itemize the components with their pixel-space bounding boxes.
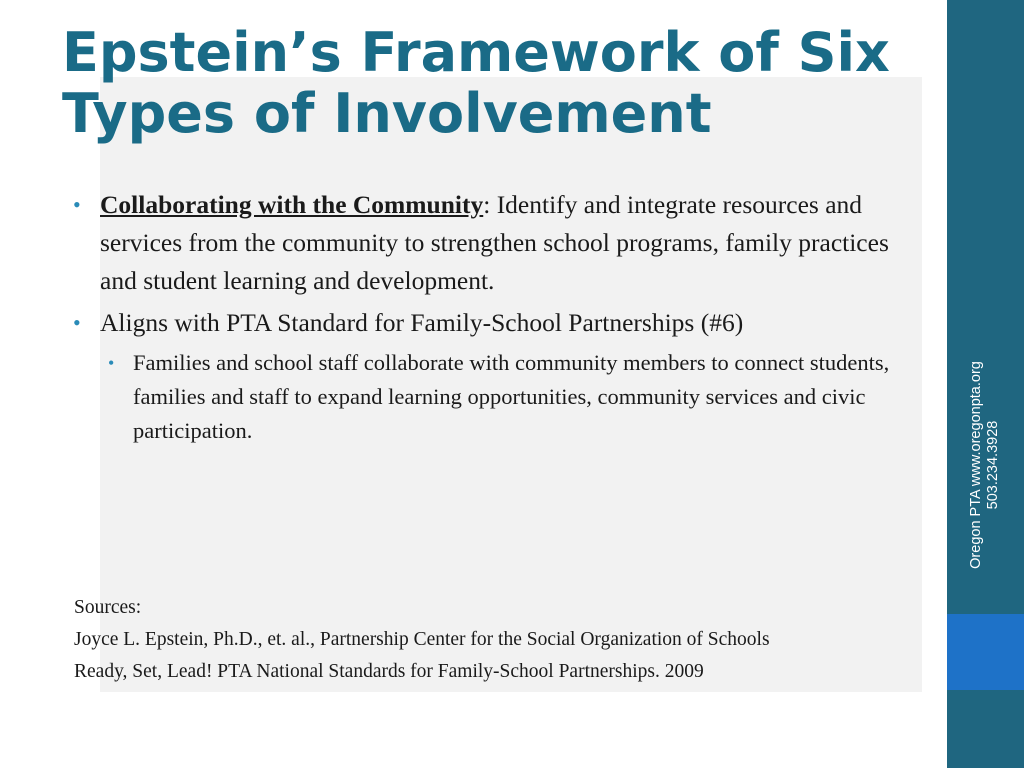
sub-bullet-icon: • — [108, 353, 115, 373]
bullet-text: Aligns with PTA Standard for Family-School Partnerships (#6) — [100, 308, 744, 337]
bullet-icon: • — [73, 192, 81, 217]
source-line: Ready, Set, Lead! PTA National Standards for Family-School Partnerships. 2009 — [74, 661, 704, 682]
sub-bullet-text: Families and school staff collaborate with community members to connect students, families and staff to expand learning opportunities, community services and civic participation. — [133, 350, 890, 443]
sources-heading: Sources: — [74, 597, 142, 618]
sidebar-org-url: Oregon PTA www.oregonpta.org — [968, 361, 984, 569]
bullet-list — [73, 186, 893, 448]
bullet-icon: • — [73, 310, 81, 335]
bullet-term: Collaborating with the Community — [100, 190, 484, 219]
bullet-item-collaborating — [73, 186, 893, 300]
slide-title: Epstein’s Framework of Six Types of Involvement — [62, 21, 890, 145]
bullet-text: : Identify and integrate resources and services from the community to strengthen school programs, family practices and student learning and development. — [100, 190, 889, 295]
bullet-item-aligns — [73, 304, 893, 342]
sidebar-phone: 503.234.3928 — [985, 420, 1001, 510]
source-line: Joyce L. Epstein, Ph.D., et. al., Partnership Center for the Social Organization of Schools — [74, 629, 770, 650]
sidebar-accent-block — [947, 614, 1024, 690]
sources-block — [74, 592, 914, 688]
sidebar-contact — [968, 305, 1002, 625]
sub-bullet-item-families — [108, 346, 903, 448]
